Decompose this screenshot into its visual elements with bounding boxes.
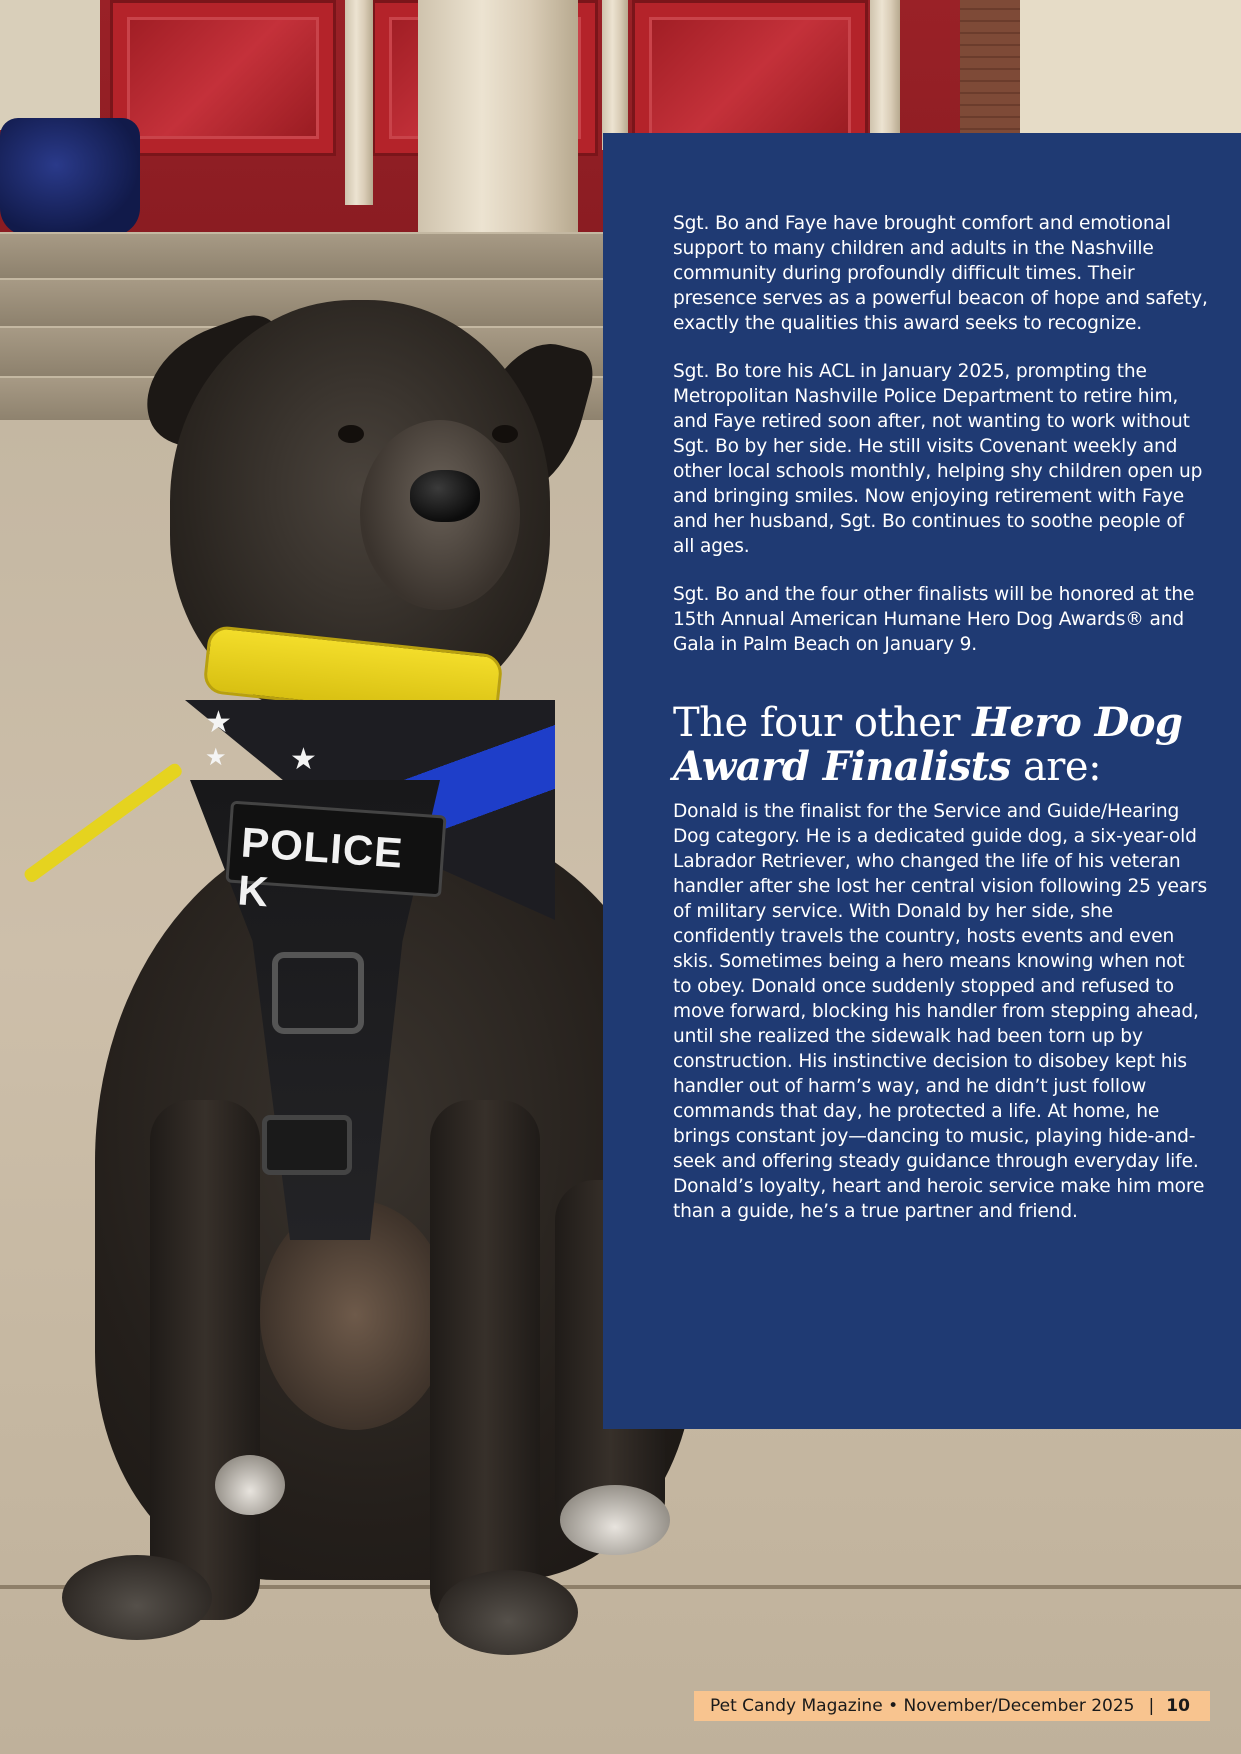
dog-paw: [215, 1455, 285, 1515]
star-icon: ★: [205, 705, 232, 740]
dog-paw: [560, 1485, 670, 1555]
door-frame: [870, 0, 900, 140]
article-paragraph: Sgt. Bo tore his ACL in January 2025, prompting the Metropolitan Nashville Police Department to retire him, and Faye retired soon after, not wanting to work without Sgt. Bo by her side. He still visits Covenant weekly and other local schools monthly, helping shy children open up and bringing smiles. Now enjoying retirement with Faye and her husband, Sgt. Bo continues to soothe people of all ages.: [673, 361, 1203, 557]
police-patch: [225, 801, 446, 916]
heading-emphasis: Hero Dog Award Finalists: [673, 699, 1183, 790]
step: [0, 232, 620, 280]
wall: [1020, 0, 1241, 140]
harness-buckle: [262, 1115, 352, 1175]
finalist-paragraph: Donald is the finalist for the Service and Guide/Hearing Dog category. He is a dedicated guide dog, a six-year-old Labrador Retriever, who changed the life of his veteran handler after she lost her central vision following 25 years of military service. With Donald by her side, she confidently travels the country, hosts events and even skis. Sometimes being a hero means knowing when not to obey. Donald once suddenly stopped and refused to move forward, blocking his handler from stepping ahead, until she realized the sidewalk had been torn up by construction. His instinctive decision to disobey kept his handler out of harm’s way, and he didn’t just follow commands that day, he protected a life. At home, he brings constant joy—dancing to music, playing hide-and-seek and offering steady guidance through everyday life. Donald’s loyalty, heart and heroic service make him more than a guide, he’s a true partner and friend.: [673, 801, 1208, 1222]
page-number: 10: [1160, 1691, 1210, 1721]
article-paragraph: Sgt. Bo and the four other finalists will be honored at the 15th Annual American Humane Hero Dog Awards® and Gala in Palm Beach on January 9.: [673, 584, 1195, 655]
door-frame: [345, 0, 373, 205]
star-icon: ★: [205, 743, 227, 771]
page-footer: [694, 1691, 1210, 1721]
dog-eye: [492, 425, 518, 443]
wall: [0, 0, 100, 130]
article-paragraph: Sgt. Bo and Faye have brought comfort and emotional support to many children and adults in the Nashville community during profoundly difficult times. Their presence serves as a powerful beacon of hope and safety, exactly the qualities this award seeks to recognize.: [673, 213, 1208, 334]
dog-paw: [438, 1570, 578, 1655]
door-panel: [110, 0, 336, 156]
footer-separator: |: [1143, 1691, 1161, 1721]
door-frame: [602, 0, 628, 150]
column: [418, 0, 578, 240]
heading-tail: are:: [1010, 744, 1102, 790]
dog-leg: [430, 1100, 540, 1630]
footer-publication: Pet Candy Magazine • November/December 2025: [694, 1691, 1143, 1721]
star-icon: ★: [290, 742, 317, 777]
article-body: [673, 211, 1208, 1247]
brick-wall: [960, 0, 1020, 140]
dog-paw: [62, 1555, 212, 1640]
dog-leg: [150, 1100, 260, 1620]
harness-ring: [272, 952, 364, 1034]
heading-lead: The four other: [673, 700, 973, 746]
dog-nose: [410, 470, 480, 522]
flower-pot: [0, 118, 140, 236]
section-heading: [673, 701, 1208, 789]
article-panel: [603, 133, 1241, 1429]
police-patch-text: POLICE K: [236, 818, 405, 916]
dog-eye: [338, 425, 364, 443]
